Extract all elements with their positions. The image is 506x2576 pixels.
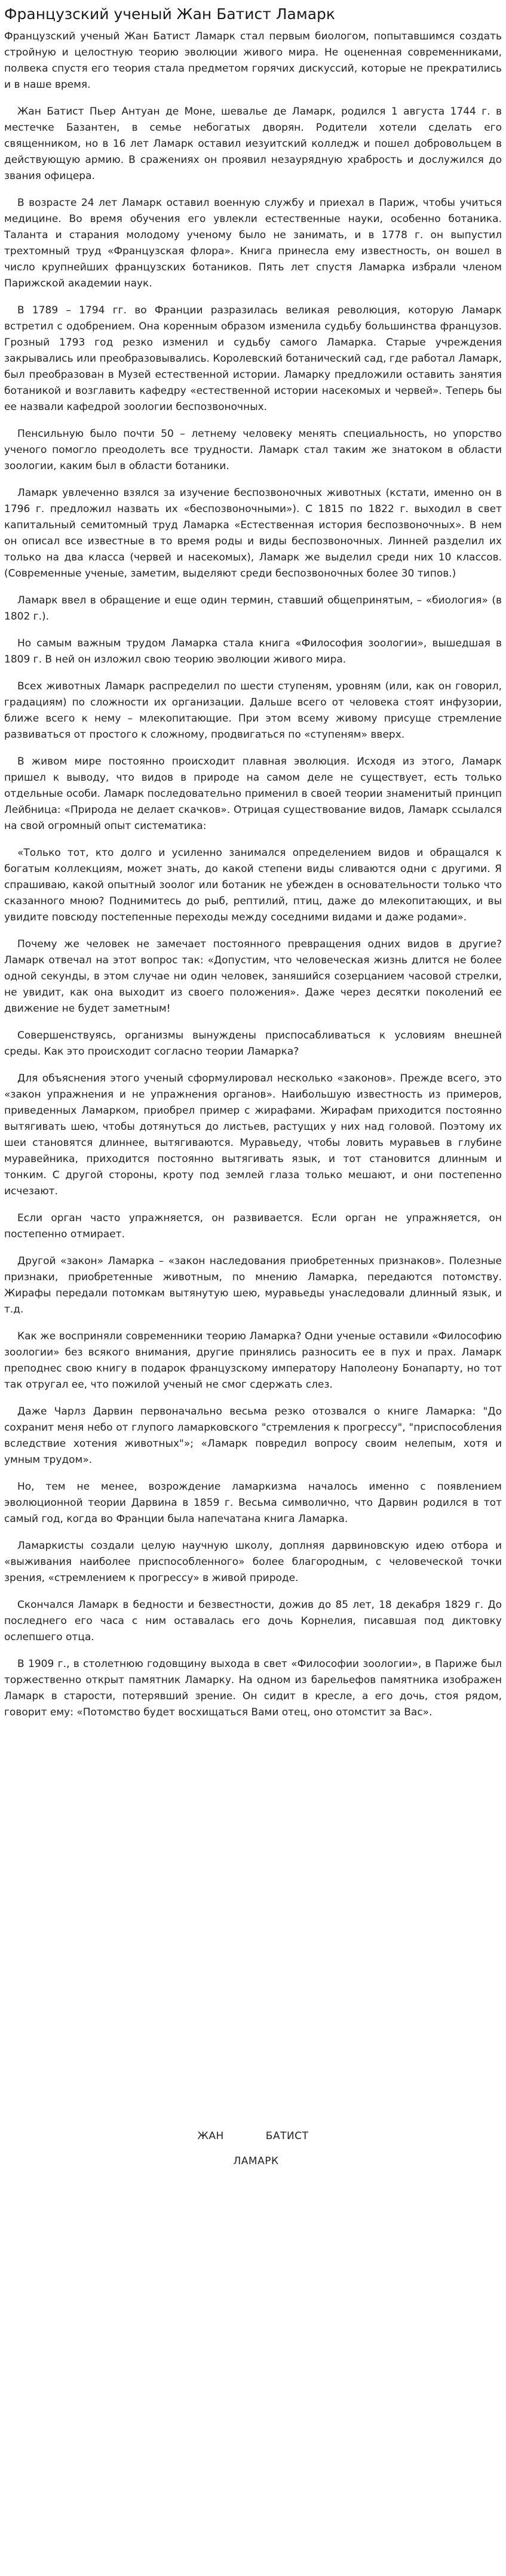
paragraph-biology-term: Ламарк ввел в обращение и еще один термин, ставший общепринятым, – «биология» (в 1802 г.).	[4, 594, 502, 623]
paragraph-philosophy-zoology: Но самым важным трудом Ламарка стала книга «Философия зоологии», вышедшая в 1809 г. В ней он изложил свою теорию эволюции живого мира.	[4, 637, 502, 665]
paragraph-birth: Жан Батист Пьер Антуан де Моне, шевалье де Ламарк, родился 1 августа 1744 г. в местечке Базантен, в семье небогатых дворян. Родители хотели сделать его священником, но в 16 лет Ламарк оставил иезуитский колледж и пошел добровольцем в действующую армию. В сражениях он проявил незаурядную храбрость и дослужился до звания офицера.	[4, 106, 502, 182]
paragraph-reception: Как же восприняли современники теорию Ламарка? Одни ученые оставили «Философию зоологии» без всякого внимания, другие принялись разносить ее в пух и прах. Ламарк преподнес свою книгу в подарок французскому императору Наполеону Бонапарту, но тот так отругал ее, что пожилой ученый не смог сдержать слез.	[4, 1330, 502, 1391]
page-title: Французский ученый Жан Батист Ламарк	[4, 5, 336, 23]
paragraph-organ-use: Если орган часто упражняется, он развивается. Если орган не упражняется, он постепенно отмирает.	[4, 1212, 502, 1240]
signature-middle-name: БАТИСТ	[265, 2130, 309, 2142]
paragraph-death: Скончался Ламарк в бедности и безвестности, дожив до 85 лет, 18 декабря 1829 г. До последнего его часа с ним оставалась его дочь Корнелия, писавшая под диктовку ослепшего отца.	[4, 1599, 502, 1643]
paragraph-adaptation: Совершенствуясь, организмы вынуждены приспосабливаться к условиям внешней среды. Как это происходит согласно теории Ламарка?	[4, 1030, 502, 1058]
paragraph-specialty-change: Пенсильную было почти 50 – летнему человеку менять специальность, но упорство ученого помогло преодолеть все трудности. Ламарк стал таким же знатоком в области зоологии, каким был в области ботаники.	[4, 428, 502, 472]
paragraph-lamarckists: Ламаркисты создали целую научную школу, доплняя дарвиновскую идею отбора и «выживания наиболее приспособленного» более благородным, с человеческой точки зрения, «стремлением к прогрессу» в живой природе.	[4, 1540, 502, 1584]
paragraph-monument: В 1909 г., в столетнюю годовщину выхода в свет «Философии зоологии», в Париже был торжественно открыт памятник Ламарку. На одном из барельефов памятника изображен Ламарк в старости, потерявший зрение. Он сидит в кресле, а его дочь, стоя рядом, говорит ему: «Потомство будет восхищаться Вами отец, оно отомстит за Вас».	[4, 1658, 502, 1718]
paragraph-darwin: Даже Чарлз Дарвин первоначально весьма резко отозвался о книге Ламарка: "До сохранит меня небо от глупого ламарковского "стремления к прогрессу", "приспособления вследствие хотения животных"»; «Ламарк повредил вопросу своим нелепым, хотя и умным трудом».	[4, 1406, 502, 1466]
signature-first-name: ЖАН	[197, 2130, 224, 2142]
paragraph-revival: Но, тем не менее, возрождение ламаркизма началось именно с появлением эволюционной теории Дарвина в 1859 г. Весьма символично, что Дарвин родился в тот самый год, когда во Франции была напечатана книга Ламарка.	[4, 1481, 502, 1525]
paragraph-invertebrates: Ламарк увлеченно взялся за изучение беспозвоночных животных (кстати, именно он в 1796 г. предложил назвать их «беспозвоночными»). С 1815 по 1822 г. выходил в свет капитальный семитомный труд Ламарка «Естественная история беспозвоночных». В нем он описал все известные в то время роды и виды беспозвоночных. Линней разделил их только на два класса (червей и насекомых), Ламарк же выделил среди них 10 классов. (Современные ученые, заметим, выделяют среди беспозвоночных более 30 типов.)	[4, 487, 502, 580]
paragraph-evolution: В живом мире постоянно происходит плавная эволюция. Исходя из этого, Ламарк пришел к выводу, что видов в природе на самом деле не существует, есть только отдельные особи. Ламарк последовательно применил в своей теории знаменитый принцип Лейбница: «Природа не делает скачков». Отрицая существование видов, Ламарк ссылался на свой огромный опыт систематика:	[4, 756, 502, 832]
paragraph-intro: Французский ученый Жан Батист Ламарк стал первым биологом, попытавшимся создать стройную и целостную теорию эволюции живого мира. Не оцененная современниками, полвека спустя его теория стала предметом горячих дискуссий, которые не прекратились и в наше время.	[4, 30, 502, 91]
paragraph-law-inheritance: Другой «закон» Ламарка – «закон наследования приобретенных признаков». Полезные признаки, приобретенные животным, по мнению Ламарка, передаются потомству. Жирафы передали потомкам вытянутую шею, муравьеды унаследовали длинный язык, и т.д.	[4, 1255, 502, 1315]
paragraph-education: В возрасте 24 лет Ламарк оставил военную службу и приехал в Париж, чтобы учиться медицине. Во время обучения его увлекли естественные науки, особенно ботаника. Таланта и старания молодому ученому было не занимать, и в 1778 г. он выпустил трехтомный труд «Французская флора». Книга принесла ему известность, он вошел в число крупнейших французских ботаников. Пять лет спустя Ламарка избрали членом Парижской академии наук.	[4, 197, 502, 289]
paragraph-law-use: Для объяснения этого ученый сформулировал несколько «законов». Прежде всего, это «закон упражнения и не упражнения органов». Наибольшую известность из примеров, приведенных Ламарком, приобрел пример с жирафами. Жирафам приходится постоянно вытягивать шею, чтобы дотянуться до листьев, растущих у них над головой. Поэтому их шеи становятся длиннее, вытягиваются. Муравьеду, чтобы ловить муравьев в глубине муравейника, приходится постоянно вытягивать язык, и тот становится длинным и тонким. С другой стороны, кроту под землей глаза только мешают, и они постепенно исчезают.	[4, 1073, 502, 1197]
paragraph-gradations: Всех животных Ламарк распределил по шести ступеням, уровням (или, как он говорил, градациям) по сложности их организации. Дальше всего от человека стоят инфузории, ближе всего к нему – млекопитающие. При этом всему живому присуще стремление развиваться от простого к сложному, продвигаться по «ступеням» вверх.	[4, 680, 502, 741]
paragraph-quote-species: «Только тот, кто долго и усиленно занимался определением видов и обращался к богатым коллекциям, может знать, до какой степени виды сливаются одни с другими. Я спрашиваю, какой опытный зоолог или ботаник не убежден в основательности только что сказанного мною? Поднимитесь до рыб, рептилий, птиц, даже до млекопитающих, и вы увидите повсюду постепенные переходы между соседними видами и даже родами».	[4, 847, 502, 923]
paragraph-revolution: В 1789 – 1794 гг. во Франции разразилась великая революция, которую Ламарк встретил с одобрением. Она коренным образом изменила судьбу большинства французов. Грозный 1793 год резко изменил и судьбу самого Ламарка. Старые учреждения закрывались или преобразовывались. Королевский ботанический сад, где работал Ламарк, был преобразован в Музей естественной истории. Ламарку предложили оставить занятия ботаникой и возглавить кафедру «естественной истории насекомых и червей». Теперь бы ее назвали кафедрой зоологии беспозвоночных.	[4, 304, 502, 413]
paragraph-clock-analogy: Почему же человек не замечает постоянного превращения одних видов в другие? Ламарк отвечал на этот вопрос так: «Допустим, что человеческая жизнь длится не более одной секунды, в этом случае ни один человек, заняшийся созерцанием часовой стрелки, не увидит, как она выходит из своего положения». Даже через десятки поколений ее движение не будет заметным!	[4, 938, 502, 1015]
name-signature	[0, 2128, 506, 2170]
signature-last-name: ЛАМАРК	[233, 2155, 279, 2167]
